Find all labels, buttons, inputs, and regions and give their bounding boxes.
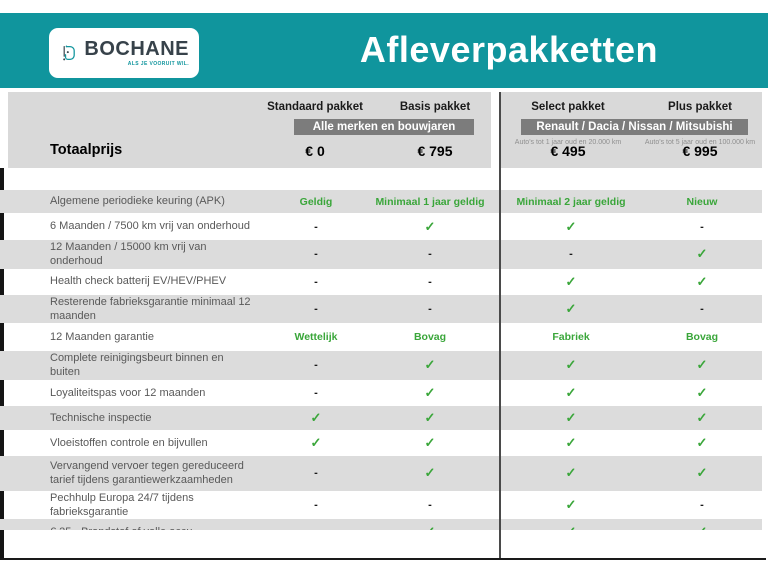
- dash-icon: -: [428, 248, 432, 261]
- dash-icon: -: [314, 275, 318, 288]
- row-label: Health check batterij EV/HEV/PHEV: [50, 275, 227, 288]
- total-price-label: Totaalprijs: [50, 142, 123, 158]
- table-row: [0, 323, 762, 351]
- check-icon: ✓: [696, 434, 708, 450]
- dash-icon: -: [314, 467, 318, 480]
- row-label: Algemene periodieke keuring (APK): [50, 195, 225, 208]
- check-icon: ✓: [424, 357, 436, 373]
- column-title-plus: Plus pakket: [668, 101, 732, 113]
- table-row: [0, 351, 762, 380]
- row-label: Loyaliteitspas voor 12 maanden: [50, 386, 206, 399]
- bochane-logo: [49, 28, 199, 78]
- row-label: 12 Maanden garantie: [50, 331, 154, 344]
- dash-icon: -: [428, 499, 432, 512]
- table-row: [0, 456, 762, 491]
- table-row: [0, 380, 762, 406]
- row-label: Pechhulp Europa 24/7 tijdens fabrieksgarantie: [50, 491, 194, 519]
- bochane-logo-icon: [61, 35, 77, 71]
- column-note-plus: Auto's tot 5 jaar oud en 100.000 km: [644, 139, 756, 146]
- value-text: Fabriek: [552, 331, 590, 344]
- table-row: [0, 240, 762, 269]
- row-label: Technische inspectie: [50, 411, 152, 424]
- dash-icon: -: [314, 248, 318, 261]
- brand-tagline: ALS JE VOORUIT WIL.: [127, 61, 189, 67]
- dash-icon: -: [314, 302, 318, 315]
- check-icon: ✓: [424, 218, 436, 234]
- column-title-select: Select pakket: [531, 101, 605, 113]
- dash-icon: -: [700, 220, 704, 233]
- check-icon: ✓: [424, 465, 436, 481]
- row-label: Complete reinigingsbeurt binnen en buiten: [50, 352, 224, 379]
- table-row: [0, 295, 762, 324]
- brand-name: BOCHANE: [84, 38, 189, 60]
- check-icon: ✓: [696, 465, 708, 481]
- check-icon: ✓: [696, 273, 708, 289]
- check-icon: ✓: [696, 384, 708, 400]
- spacer-row: [0, 168, 762, 190]
- table-row: [0, 213, 762, 240]
- header-band-right: [501, 92, 762, 168]
- column-title-basis: Basis pakket: [399, 101, 471, 113]
- check-icon: ✓: [696, 246, 708, 262]
- row-label: Resterende fabrieksgarantie minimaal 12 maanden: [50, 295, 251, 322]
- dash-icon: -: [428, 302, 432, 315]
- check-icon: ✓: [310, 434, 322, 450]
- check-icon: ✓: [310, 409, 322, 425]
- header-band-left: [8, 92, 491, 168]
- check-icon: ✓: [565, 409, 577, 425]
- table-row: [0, 406, 762, 430]
- value-text: Nieuw: [686, 195, 718, 208]
- value-text: Bovag: [685, 331, 719, 344]
- value-text: Minimaal 2 jaar geldig: [516, 195, 626, 208]
- page-title: Afleverpakketten: [359, 29, 659, 70]
- dash-icon: -: [700, 302, 704, 315]
- logo-text: [84, 39, 189, 67]
- table-row: [0, 269, 762, 295]
- feature-table: [0, 190, 762, 545]
- group-badge-right: Renault / Dacia / Nissan / Mitsubishi: [521, 119, 748, 135]
- check-icon: ✓: [565, 273, 577, 289]
- check-icon: ✓: [424, 384, 436, 400]
- row-label: Vloeistoffen controle en bijvullen: [50, 436, 208, 449]
- dash-icon: -: [700, 499, 704, 512]
- column-title-standaard: Standaard pakket: [267, 101, 363, 113]
- check-icon: ✓: [424, 434, 436, 450]
- table-row: [0, 430, 762, 456]
- value-text: Bovag: [413, 331, 447, 344]
- value-text: Geldig: [299, 195, 333, 208]
- table-row: [0, 190, 762, 213]
- table-row: [0, 491, 762, 520]
- dash-icon: -: [428, 275, 432, 288]
- check-icon: ✓: [565, 465, 577, 481]
- row-label: 12 Maanden / 15000 km vrij van onderhoud: [50, 241, 207, 268]
- value-text: Minimaal 1 jaar geldig: [375, 195, 485, 208]
- dash-icon: -: [314, 386, 318, 399]
- check-icon: ✓: [565, 434, 577, 450]
- check-icon: ✓: [565, 300, 577, 316]
- dash-icon: -: [314, 499, 318, 512]
- price-basis: € 795: [417, 143, 453, 159]
- header-banner: [0, 13, 768, 88]
- column-divider: [499, 92, 501, 558]
- check-icon: ✓: [565, 497, 577, 513]
- column-note-select: Auto's tot 1 jaar oud en 20.000 km: [514, 139, 622, 146]
- row-label: Vervangend vervoer tegen gereduceerd tarief tijdens garantiewerkzaamheden: [50, 459, 244, 487]
- dash-icon: -: [314, 220, 318, 233]
- check-icon: ✓: [565, 357, 577, 373]
- check-icon: ✓: [565, 384, 577, 400]
- check-icon: ✓: [696, 409, 708, 425]
- check-icon: ✓: [696, 357, 708, 373]
- value-text: Wettelijk: [294, 331, 338, 344]
- price-select: € 495: [550, 143, 586, 159]
- check-icon: ✓: [565, 218, 577, 234]
- group-badge-left: Alle merken en bouwjaren: [294, 119, 474, 135]
- check-icon: ✓: [424, 409, 436, 425]
- table-bottom-border: [0, 558, 766, 560]
- price-standaard: € 0: [305, 143, 325, 159]
- dash-icon: -: [569, 248, 573, 261]
- row-label: 6 Maanden / 7500 km vrij van onderhoud: [50, 220, 250, 233]
- dash-icon: -: [314, 359, 318, 372]
- empty-row: [0, 530, 762, 558]
- price-plus: € 995: [682, 143, 718, 159]
